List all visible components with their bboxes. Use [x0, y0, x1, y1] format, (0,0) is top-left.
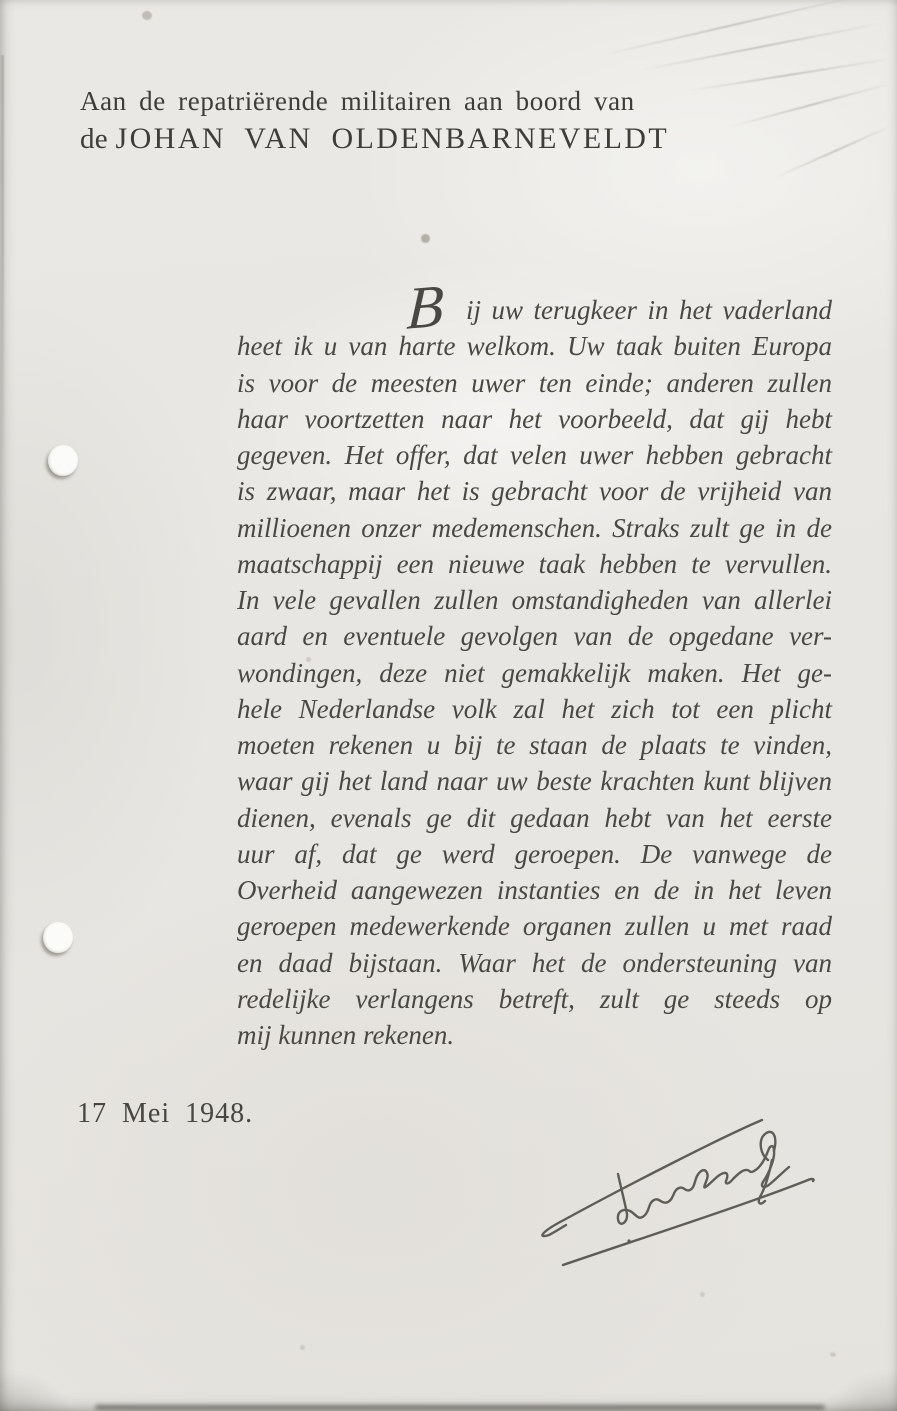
body-first-line	[237, 272, 832, 342]
corner-shadow	[0, 1369, 80, 1411]
paper-crease	[685, 58, 893, 92]
paper-crease	[638, 22, 882, 71]
body-line: maatschappij een nieuwe taak hebben te vervullen.	[237, 548, 832, 579]
body-line: is zwaar, maar het is gebracht voor de vrijheid van	[237, 476, 832, 507]
body-line: redelijke verlangens betreft, zult ge steeds op	[237, 983, 832, 1014]
body-line: dienen, evenals ge dit gedaan hebt van het eerste	[237, 802, 832, 833]
body-line: is voor de meesten uwer ten einde; anderen zullen	[237, 367, 832, 398]
header-ship-line	[80, 122, 669, 156]
letter-body	[237, 272, 832, 1053]
header-salutation-line: Aan de repatriërende militairen aan boord van	[80, 86, 635, 116]
signature-bernhard	[528, 1118, 890, 1270]
body-lines	[237, 328, 832, 1053]
paper-speck	[300, 1345, 305, 1350]
paper-speck	[142, 11, 152, 20]
body-line: uur af, dat ge werd geroepen. De vanwege de	[237, 838, 832, 869]
body-line: mij kunnen rekenen.	[237, 1020, 455, 1050]
scan-bottom-shadow	[95, 1405, 825, 1410]
punch-hole-bottom	[43, 922, 73, 953]
body-line: gegeven. Het offer, dat velen uwer hebben gebracht	[237, 440, 832, 470]
paper-speck	[700, 1292, 705, 1297]
body-line: millioenen onzer medemenschen. Straks zult ge in de	[237, 512, 832, 543]
punch-hole-top	[48, 445, 78, 476]
letter-header	[80, 86, 669, 156]
paper-speck	[830, 1352, 836, 1357]
body-line: en daad bijstaan. Waar het de ondersteuning van	[237, 947, 832, 978]
header-ship-prefix: de	[80, 123, 108, 155]
body-line: In vele gevallen zullen omstandigheden van allerlei	[237, 585, 832, 615]
body-line: moeten rekenen u bij te staan de plaats te vinden,	[237, 730, 832, 760]
body-first-line-text: ij uw terugkeer in het vaderland	[466, 295, 832, 325]
drop-cap-initial: B	[405, 272, 446, 342]
paper-crease	[601, 0, 864, 56]
paper-crease	[729, 82, 894, 128]
body-line: Overheid aangewezen instanties en de in het leven	[237, 875, 832, 905]
corner-shadow	[817, 1369, 897, 1411]
paper-speck	[421, 234, 430, 243]
ship-name: JOHAN VAN OLDENBARNEVELDT	[115, 122, 670, 155]
signature-ink-strokes	[528, 1118, 890, 1270]
body-line: waar gij het land naar uw beste krachten kunt blijven	[237, 766, 832, 797]
paper-crease	[775, 124, 894, 178]
body-line: aard en eventuele gevolgen van de opgedane ver-	[237, 621, 832, 652]
body-line: wondingen, deze niet gemakkelijk maken. Het ge-	[237, 657, 832, 688]
body-line: haar voortzetten naar het voorbeeld, dat gij hebt	[237, 403, 832, 434]
body-line: hele Nederlandse volk zal het zich tot een plicht	[237, 693, 832, 724]
body-line: heet ik u van harte welkom. Uw taak buiten Europa	[237, 331, 832, 362]
paper-edge-shadow	[1, 55, 4, 485]
letter-date: 17 Mei 1948.	[77, 1098, 254, 1129]
body-line: geroepen medewerkende organen zullen u met raad	[237, 911, 832, 942]
